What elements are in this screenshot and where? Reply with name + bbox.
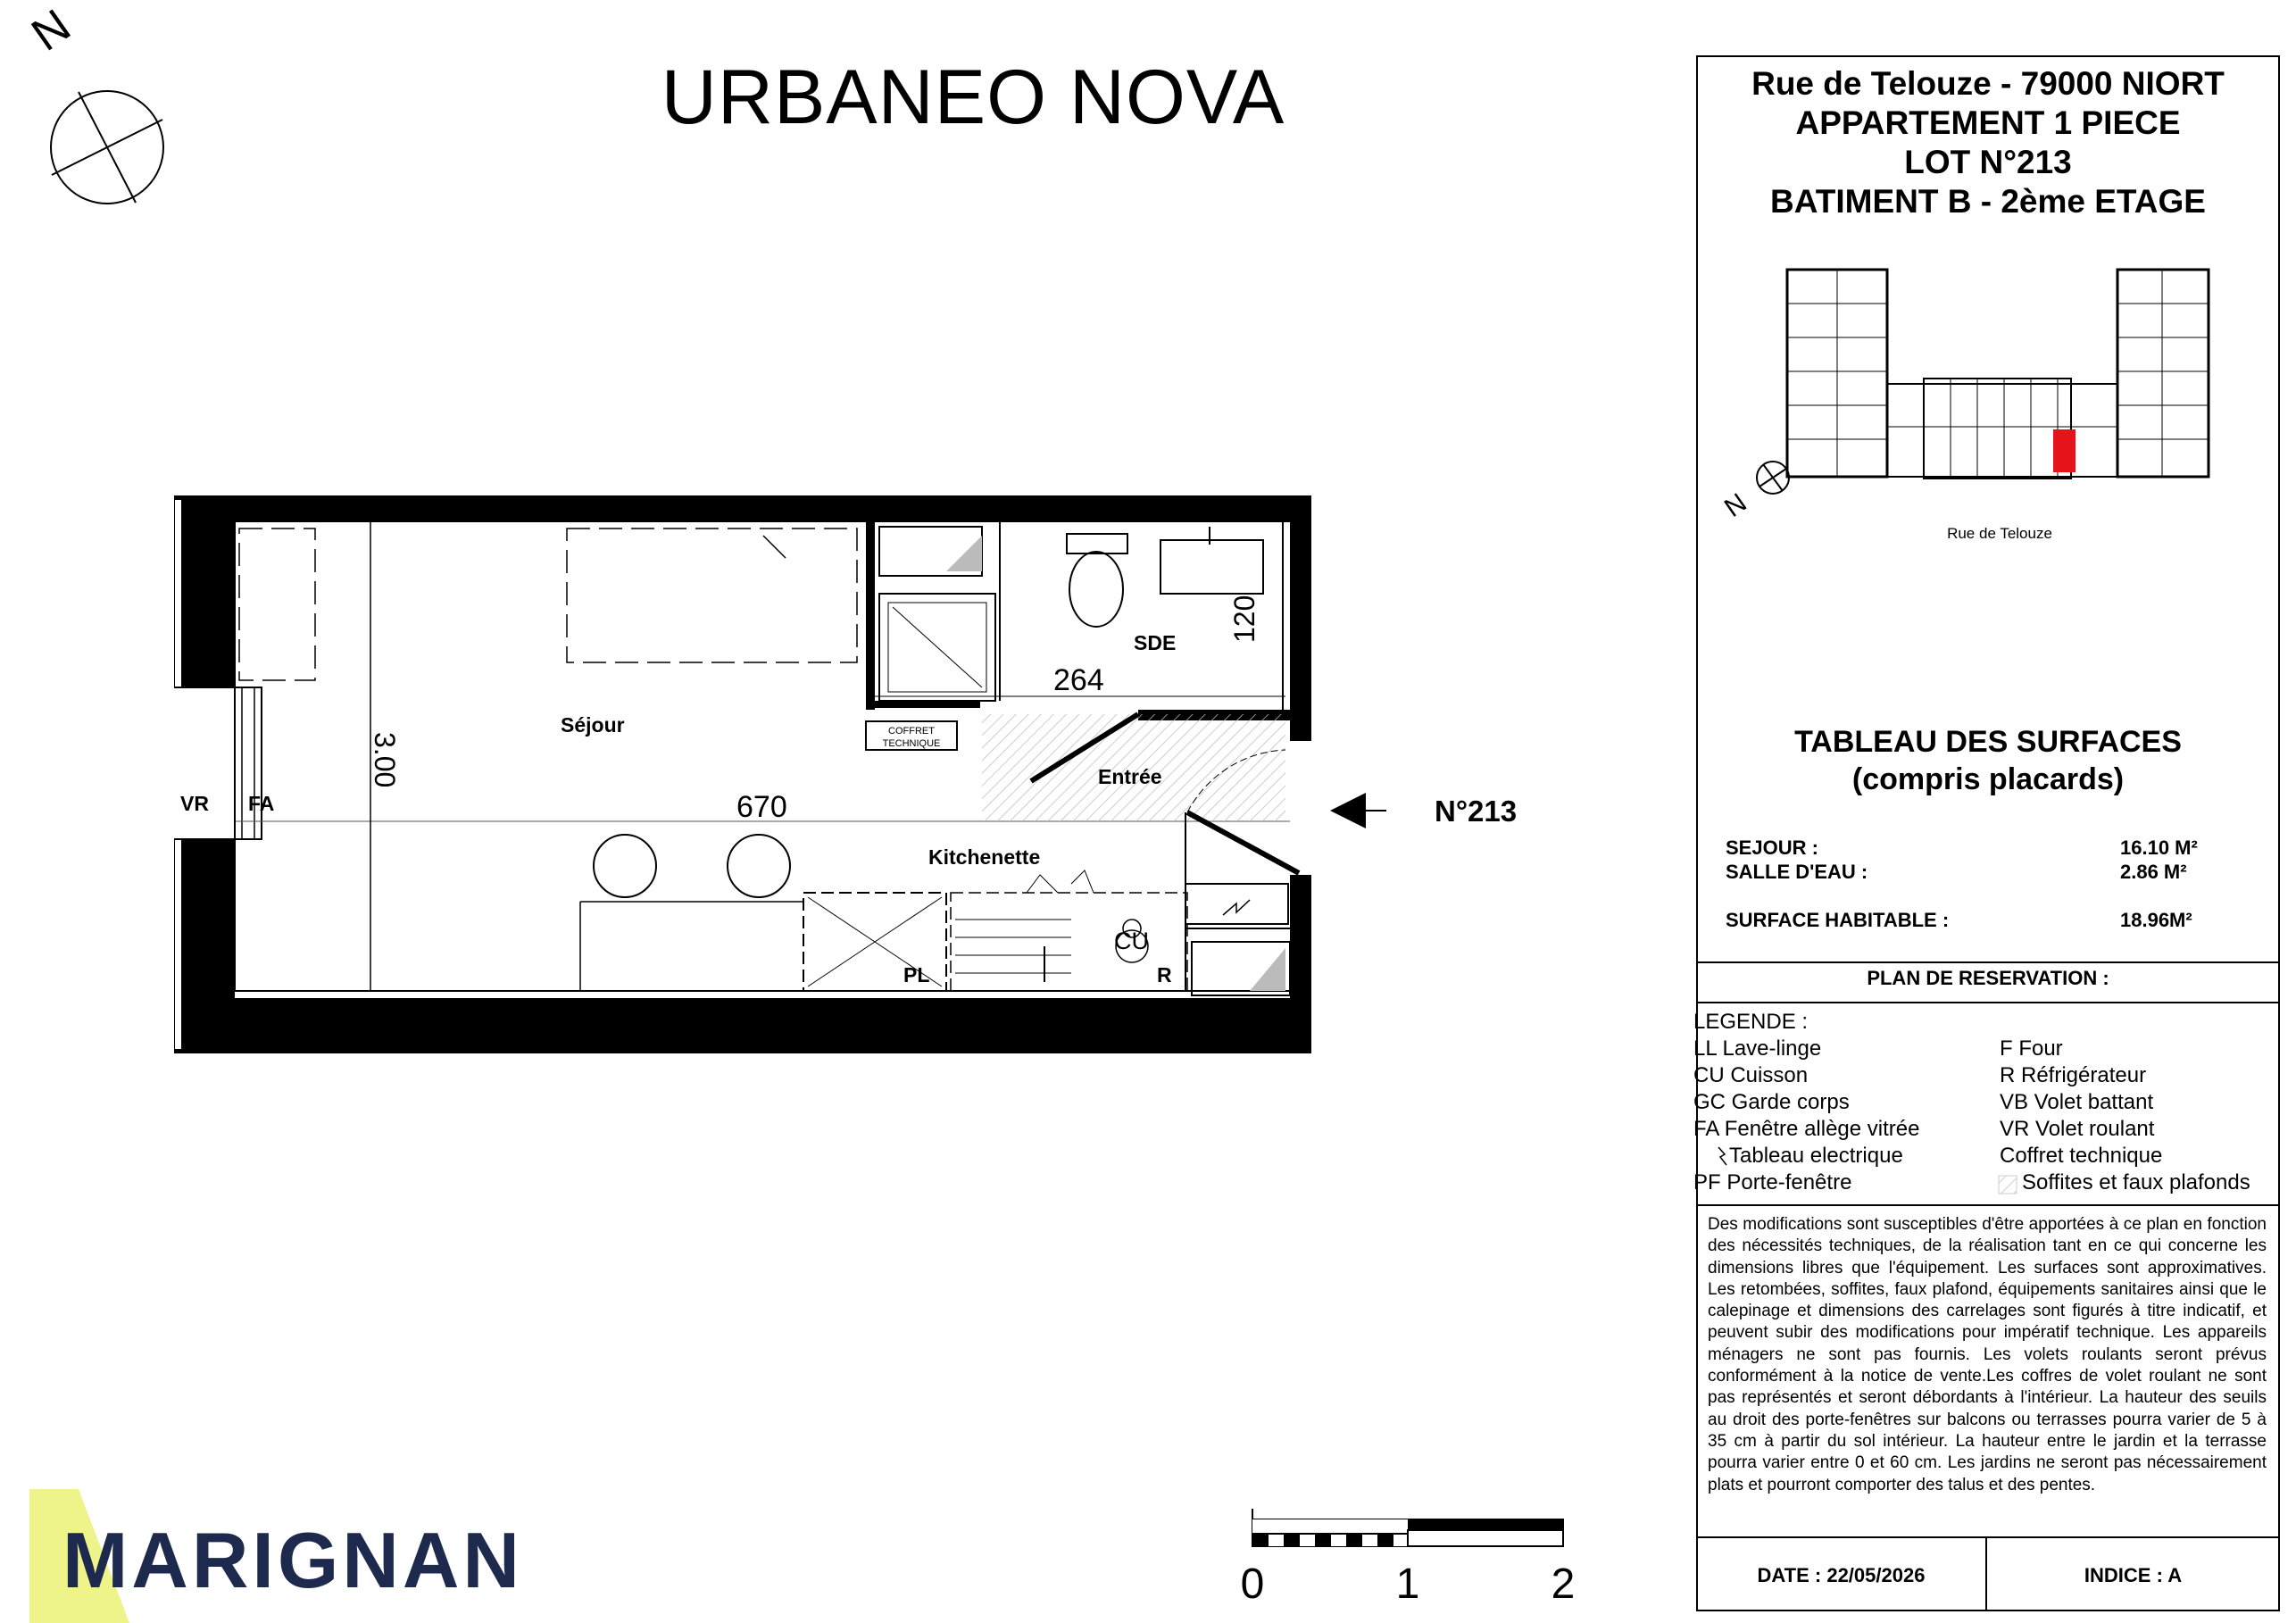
marignan-logo <box>29 1489 523 1623</box>
apartment-plan <box>174 495 1517 1053</box>
key-plan-street: Rue de Telouze <box>1947 525 2052 542</box>
legend-item-f: F Four <box>2000 1036 2063 1061</box>
surface-value-sejour: 16.10 M² <box>2120 836 2198 859</box>
legend-left-column <box>1693 1036 1919 1196</box>
legend-item-vb: VB Volet battant <box>2000 1090 2154 1114</box>
reservation-title: PLAN DE RESERVATION : <box>1867 967 2109 989</box>
legend-item-pf: PF Porte-fenêtre <box>1693 1170 1852 1194</box>
surface-value-total: 18.96M² <box>2120 909 2192 931</box>
legend-item-vr: VR Volet roulant <box>2000 1117 2155 1141</box>
north-compass-icon <box>22 0 163 204</box>
dimension-300: 3.00 <box>369 732 401 788</box>
key-plan-north: N <box>1718 487 1752 523</box>
legend-item-soffites: Soffites et faux plafonds <box>2022 1170 2250 1194</box>
address-line-4: BATIMENT B - 2ème ETAGE <box>1770 183 2206 220</box>
legend-title: LEGENDE : <box>1693 1010 1809 1034</box>
label-pl: PL <box>903 963 930 986</box>
legend-item-gc: GC Garde corps <box>1693 1090 1850 1114</box>
entrance-arrow-icon <box>1330 793 1366 828</box>
legend-item-r: R Réfrigérateur <box>2000 1063 2147 1087</box>
surfaces-title-line-2: (compris placards) <box>1851 762 2125 796</box>
legend-item-fa: FA Fenêtre allège vitrée <box>1693 1117 1920 1141</box>
north-letter: N <box>22 0 80 62</box>
label-r: R <box>1157 963 1172 986</box>
footer-indice: INDICE : A <box>2084 1564 2183 1586</box>
address-line-2: APPARTEMENT 1 PIECE <box>1795 104 2181 141</box>
address-line-1: Rue de Telouze - 79000 NIORT <box>1751 65 2225 102</box>
scale-label-1: 1 <box>1395 1561 1420 1608</box>
scale-label-2: 2 <box>1551 1561 1576 1608</box>
scale-label-0: 0 <box>1240 1561 1265 1608</box>
brand-name: MARIGNAN <box>62 1516 523 1604</box>
coffret-label-1: COFFRET <box>888 726 935 737</box>
legend-right-column <box>2000 1036 2250 1196</box>
dimension-670: 670 <box>736 790 787 824</box>
legend-item-coffret: Coffret technique <box>2000 1144 2163 1168</box>
dimension-120: 120 <box>1228 595 1260 643</box>
scale-bar <box>1241 1509 1576 1608</box>
disclaimer-text: Des modifications sont susceptibles d'être apportées à ce plan en fonction des nécessités techniques, de la réalisation tant en ce qui concerne les dimensions libres que l'équipement. Les surfaces sont approximatives. Les retombées, soffites, faux plafond, équipements sanitaires ainsi que le calepinage et dimensions des carrelages sont figurés à titre indicatif, et peuvent subir des modifications pour impératif technique. Les appareils ménagers ne sont pas fournis. Les volets roulants seront prévus conformément à la notice de vente.Les coffres de volet roulant ne sont pas représentés et seront débordants à l'intérieur. La hauteur des seuils au droit des porte-fenêtres sur balcons ou terrasses pourra varier de 5 à 35 cm à partir du sol intérieur. La hauteur entre le jardin et la terrasse pourra varier entre 0 et 60 cm. Les jardins ne seront pas nécessairement plats et pourront comporter des talus et des pentes. <box>1708 1215 2267 1494</box>
lot-marker: N°213 <box>1435 795 1518 828</box>
label-cu: CU <box>1114 928 1149 954</box>
surfaces-title <box>1696 723 2280 798</box>
room-label-kitchenette: Kitchenette <box>928 845 1041 869</box>
label-vr: VR <box>180 792 209 815</box>
room-label-sejour: Séjour <box>561 713 625 737</box>
surfaces-title-line-1: TABLEAU DES SURFACES <box>1794 725 2182 759</box>
legend-item-tableau: Tableau electrique <box>1729 1144 1903 1168</box>
legend-item-cu: CU Cuisson <box>1693 1063 1809 1087</box>
surface-label-sejour: SEJOUR : <box>1726 836 1818 859</box>
surface-label-sde: SALLE D'EAU : <box>1726 861 1868 883</box>
address-line-3: LOT N°213 <box>1904 144 2072 180</box>
room-label-sde: SDE <box>1134 631 1177 654</box>
dimension-264: 264 <box>1053 663 1104 697</box>
label-fa: FA <box>248 792 275 815</box>
coffret-label-2: TECHNIQUE <box>882 738 941 749</box>
legend-item-ll: LL Lave-linge <box>1693 1036 1822 1061</box>
surface-value-sde: 2.86 M² <box>2120 861 2187 883</box>
project-title: URBANEO NOVA <box>661 54 1285 140</box>
footer-date: DATE : 22/05/2026 <box>1757 1564 1926 1586</box>
surface-label-total: SURFACE HABITABLE : <box>1726 909 1950 931</box>
room-label-entree: Entrée <box>1098 765 1162 788</box>
address-block <box>1696 64 2280 221</box>
